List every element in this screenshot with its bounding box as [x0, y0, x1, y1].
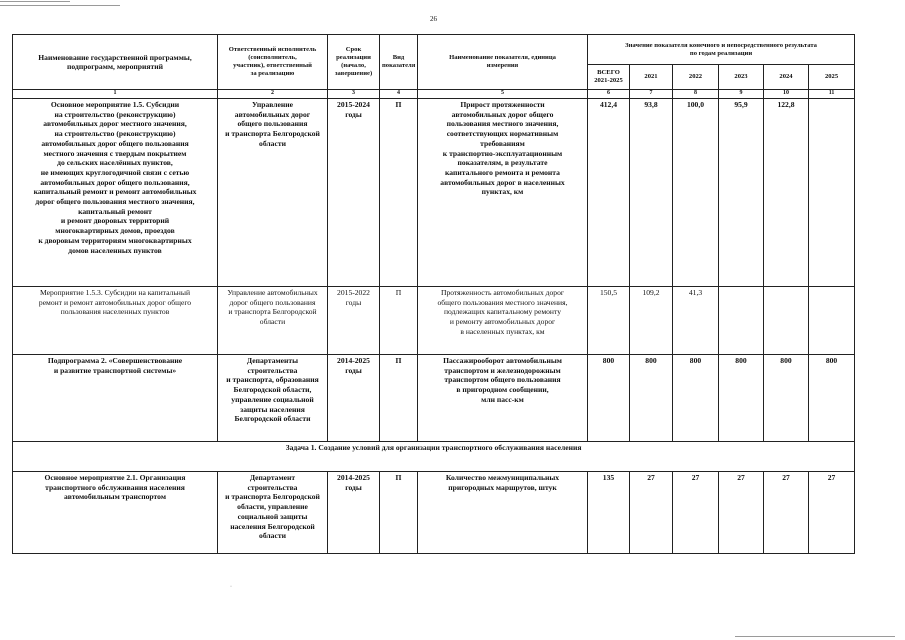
kind-cell: П — [380, 355, 418, 442]
value-2024-cell: 800 — [764, 355, 809, 442]
task-title: Задача 1. Создание условий для организации транспортного обслуживания населения — [13, 442, 855, 472]
task-row — [13, 442, 855, 472]
value-2023-cell: 27 — [719, 472, 764, 554]
value-total-cell: 412,4 — [588, 99, 630, 287]
header-year: 2025 — [809, 65, 855, 90]
header-program-name: Наименование государственной программы, подпрограмм, мероприятий — [13, 35, 218, 90]
value-2021-cell: 800 — [630, 355, 673, 442]
header-values-group: Значение показателя конечного и непосредственного результата по годам реализации — [588, 35, 855, 65]
column-number: 5 — [418, 90, 588, 99]
kind-cell: П — [380, 472, 418, 554]
column-number: 2 — [218, 90, 328, 99]
value-total-cell: 800 — [588, 355, 630, 442]
value-2023-cell — [719, 287, 764, 355]
value-2022-cell: 41,3 — [673, 287, 719, 355]
table-row — [13, 355, 855, 442]
column-number: 3 — [328, 90, 380, 99]
column-number: 7 — [630, 90, 673, 99]
header-year: 2024 — [764, 65, 809, 90]
header-kind: Вид показателя — [380, 35, 418, 90]
indicator-cell: Прирост протяженности автомобильных дорог общего пользования местного значения, соответствующих нормативным требованиям к транспортно-эксплуатационным показателям, в результате капитального ремонта и ремонта автомобильных дорог в населенных пунктах, км — [418, 99, 588, 287]
value-2024-cell: 27 — [764, 472, 809, 554]
value-2025-cell: 27 — [809, 472, 855, 554]
table-row — [13, 287, 855, 355]
header-year: 2022 — [673, 65, 719, 90]
value-2022-cell: 800 — [673, 355, 719, 442]
program-name-cell: Мероприятие 1.5.3. Субсидии на капитальный ремонт и ремонт автомобильных дорог общего пользования населенных пунктов — [13, 287, 218, 355]
header-year: 2023 — [719, 65, 764, 90]
indicator-cell: Пассажирооборот автомобильным транспортом и железнодорожным транспортом общего пользования в пригородном сообщении, млн пасс-км — [418, 355, 588, 442]
value-2025-cell: 800 — [809, 355, 855, 442]
value-2023-cell: 95,9 — [719, 99, 764, 287]
header-total: ВСЕГО 2021-2025 — [588, 65, 630, 90]
header-term: Срок реализации (начало, завершение) — [328, 35, 380, 90]
column-number-row — [13, 90, 855, 99]
column-number: 1 — [13, 90, 218, 99]
header-executor: Ответственный исполнитель (соисполнитель, участник), ответственный за реализацию — [218, 35, 328, 90]
scan-line-top-left-2 — [0, 5, 120, 6]
value-2022-cell: 27 — [673, 472, 719, 554]
column-number: 9 — [719, 90, 764, 99]
column-number: 10 — [764, 90, 809, 99]
kind-cell: П — [380, 287, 418, 355]
value-2024-cell: 122,8 — [764, 99, 809, 287]
scan-line-top-left — [0, 1, 70, 2]
executor-cell: Департамент строительства и транспорта Белгородской области, управление социальной защиты населения Белгородской области — [218, 472, 328, 554]
value-2025-cell — [809, 287, 855, 355]
column-number: 11 — [809, 90, 855, 99]
term-cell: 2015-2024 годы — [328, 99, 380, 287]
executor-cell: Департаменты строительства и транспорта, образования Белгородской области, управление социальной защиты населения Белгородской области — [218, 355, 328, 442]
value-2022-cell: 100,0 — [673, 99, 719, 287]
indicator-cell: Количество межмуниципальных пригородных маршрутов, штук — [418, 472, 588, 554]
value-total-cell: 135 — [588, 472, 630, 554]
value-2025-cell — [809, 99, 855, 287]
indicator-cell: Протяженность автомобильных дорог общего пользования местного значения, подлежащих капитальному ремонту и ремонту автомобильных дорог в населенных пунктах, км — [418, 287, 588, 355]
header-year: 2021 — [630, 65, 673, 90]
scan-dot-mark: · — [230, 584, 232, 590]
value-2023-cell: 800 — [719, 355, 764, 442]
scan-line-bottom-right — [735, 636, 895, 637]
value-total-cell: 150,5 — [588, 287, 630, 355]
table-row — [13, 472, 855, 554]
program-name-cell: Подпрограмма 2. «Совершенствование и развитие транспортной системы» — [13, 355, 218, 442]
program-name-cell: Основное мероприятие 1.5. Субсидии на строительство (реконструкцию) автомобильных дорог местного значения, на строительство (реконструкцию) автомобильных дорог общего пользования местного значения с твердым покрытием до сельских населённых пунктов, не имеющих круглогодичной связи с сетью автомобильных дорог общего пользования, капитальный ремонт и ремонт автомобильных дорог общего пользования местного значения, капитальный ремонт и ремонт дворовых территорий многоквартирных домов, проездов к дворовым территориям многоквартирных домов населенных пунктов — [13, 99, 218, 287]
executor-cell: Управление автомобильных дорог общего пользования и транспорта Белгородской области — [218, 287, 328, 355]
page-number: 26 — [430, 15, 437, 23]
value-2021-cell: 27 — [630, 472, 673, 554]
indicators-table — [12, 34, 855, 554]
term-cell: 2014-2025 годы — [328, 472, 380, 554]
column-number: 8 — [673, 90, 719, 99]
value-2024-cell — [764, 287, 809, 355]
value-2021-cell: 109,2 — [630, 287, 673, 355]
column-number: 4 — [380, 90, 418, 99]
value-2021-cell: 93,8 — [630, 99, 673, 287]
kind-cell: П — [380, 99, 418, 287]
term-cell: 2015-2022 годы — [328, 287, 380, 355]
header-indicator-name: Наименование показателя, единица измерения — [418, 35, 588, 90]
column-number: 6 — [588, 90, 630, 99]
table-row — [13, 99, 855, 287]
program-name-cell: Основное мероприятие 2.1. Организация транспортного обслуживания населения автомобильным транспортом — [13, 472, 218, 554]
executor-cell: Управление автомобильных дорог общего пользования и транспорта Белгородской области — [218, 99, 328, 287]
term-cell: 2014-2025 годы — [328, 355, 380, 442]
